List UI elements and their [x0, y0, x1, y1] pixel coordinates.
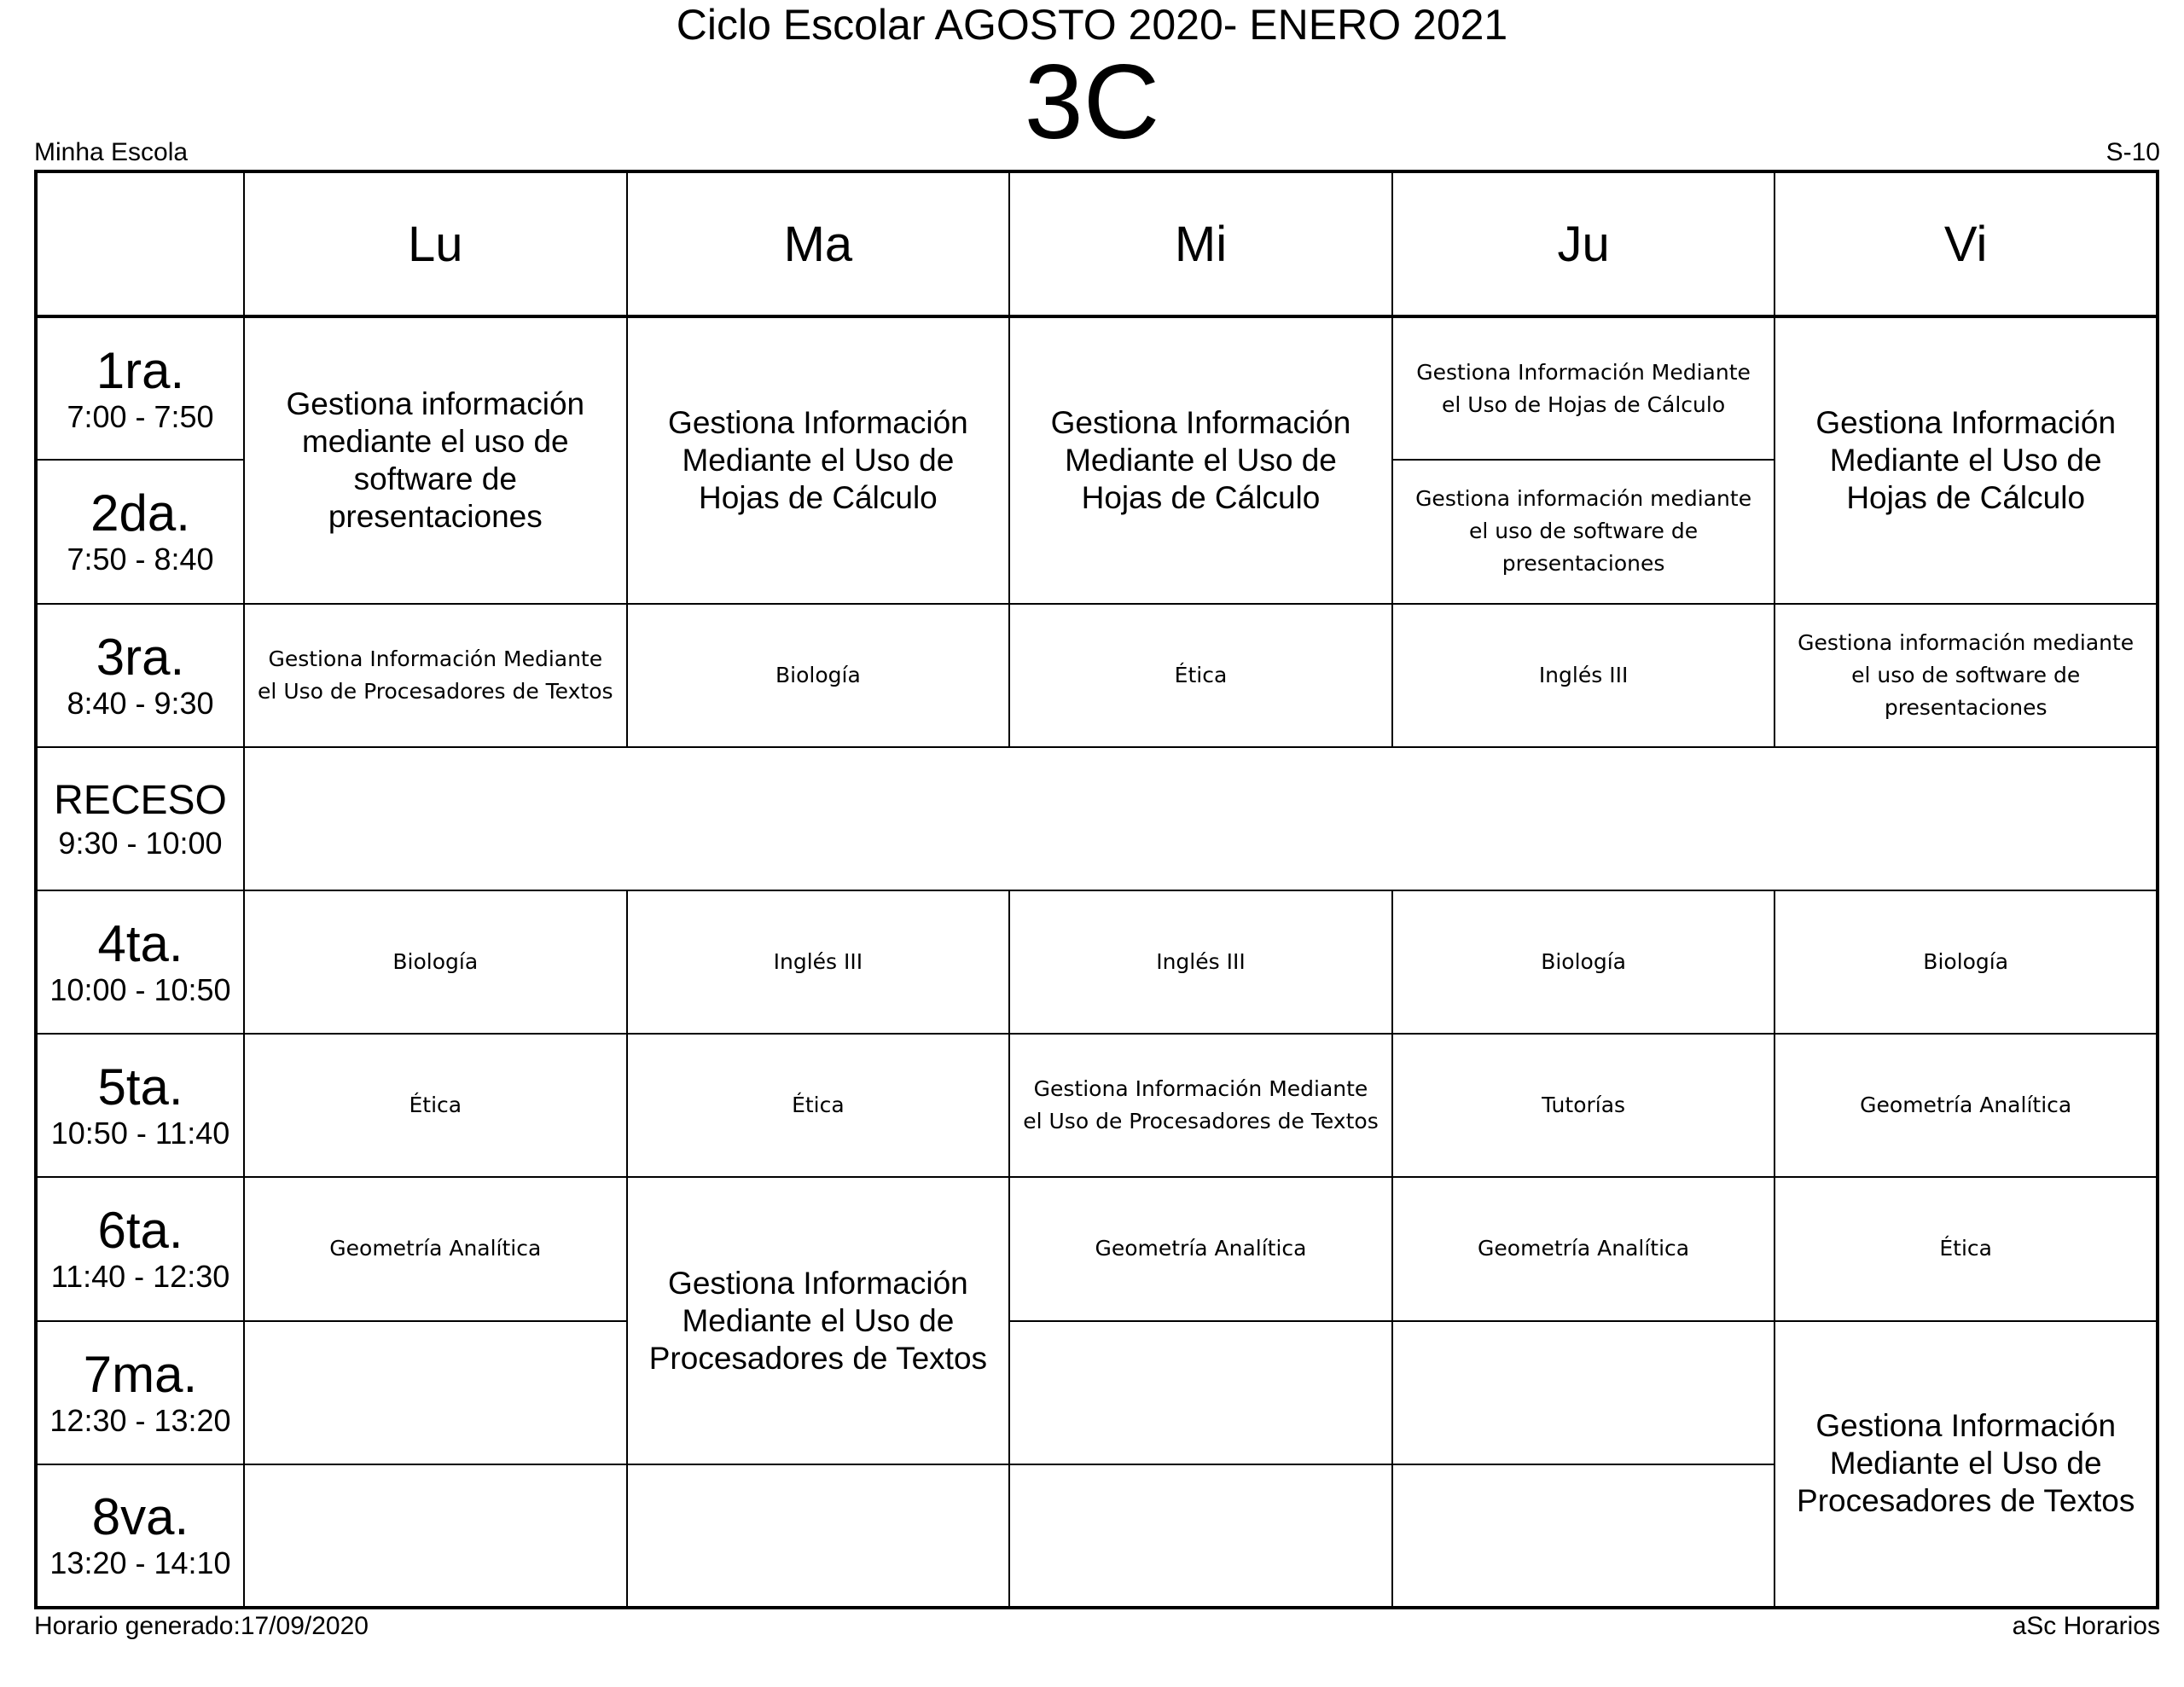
period-label-1 — [36, 316, 244, 460]
lesson-cell: Gestiona Información Mediante el Uso de Hojas de Cálculo — [627, 316, 1010, 603]
period-name: RECESO — [54, 777, 227, 823]
period-label-recess — [36, 747, 244, 890]
period-label-8 — [36, 1464, 244, 1608]
empty-cell — [627, 1464, 1010, 1608]
lesson-cell: Ética — [627, 1034, 1010, 1177]
lesson-cell: Gestiona información mediante el uso de software de presentaciones — [1392, 460, 1775, 603]
period-name: 8va. — [91, 1488, 189, 1546]
lesson-cell: Inglés III — [1392, 604, 1775, 747]
day-header-row — [36, 171, 2158, 316]
day-header-ju: Ju — [1392, 171, 1775, 316]
empty-cell — [1009, 1321, 1392, 1464]
empty-cell — [244, 1321, 627, 1464]
period-time: 7:50 - 8:40 — [67, 542, 214, 577]
period-time: 9:30 - 10:00 — [58, 825, 223, 861]
school-year-title: Ciclo Escolar AGOSTO 2020- ENERO 2021 — [676, 1, 1508, 49]
lesson-cell: Gestiona Información Mediante el Uso de Procesadores de Textos — [244, 604, 627, 747]
day-header-lu: Lu — [244, 171, 627, 316]
period-time: 8:40 - 9:30 — [67, 685, 214, 721]
day-header-mi: Mi — [1009, 171, 1392, 316]
lesson-cell: Biología — [1774, 890, 2158, 1034]
period-time: 11:40 - 12:30 — [50, 1259, 230, 1295]
period-name: 1ra. — [96, 341, 185, 399]
software-credit: aSc Horarios — [2012, 1612, 2160, 1640]
lesson-cell: Geometría Analítica — [1392, 1177, 1775, 1320]
period-label-3 — [36, 604, 244, 747]
period-time: 10:50 - 11:40 — [50, 1116, 230, 1151]
period-time: 10:00 - 10:50 — [49, 972, 231, 1008]
lesson-cell: Gestiona información mediante el uso de software de presentaciones — [1774, 604, 2158, 747]
period-name: 2da. — [90, 484, 190, 542]
generated-date: Horario generado:17/09/2020 — [34, 1612, 369, 1640]
corner-cell — [36, 171, 244, 316]
day-header-vi: Vi — [1774, 171, 2158, 316]
lesson-cell: Biología — [627, 604, 1010, 747]
lesson-cell: Gestiona información mediante el uso de software de presentaciones — [244, 316, 627, 603]
recess-cell — [244, 747, 2158, 890]
period-row-4 — [36, 890, 2158, 1034]
lesson-cell: Ética — [1009, 604, 1392, 747]
lesson-cell: Geometría Analítica — [244, 1177, 627, 1320]
period-name: 6ta. — [97, 1202, 183, 1260]
class-name: 3C — [1024, 43, 1160, 161]
period-row-7 — [36, 1321, 2158, 1464]
school-name: Minha Escola — [34, 138, 189, 166]
room-code: S-10 — [2106, 138, 2160, 166]
period-row-3 — [36, 604, 2158, 747]
lesson-cell: Gestiona Información Mediante el Uso de Procesadores de Textos — [1774, 1321, 2158, 1609]
lesson-cell: Gestiona Información Mediante el Uso de Procesadores de Textos — [627, 1177, 1010, 1464]
lesson-cell: Geometría Analítica — [1009, 1177, 1392, 1320]
lesson-cell: Biología — [244, 890, 627, 1034]
lesson-cell: Inglés III — [1009, 890, 1392, 1034]
lesson-cell: Inglés III — [627, 890, 1010, 1034]
period-name: 5ta. — [97, 1058, 183, 1116]
period-row-1 — [36, 316, 2158, 460]
lesson-cell: Ética — [244, 1034, 627, 1177]
period-time: 13:20 - 14:10 — [49, 1545, 231, 1581]
lesson-cell: Gestiona Información Mediante el Uso de Procesadores de Textos — [1009, 1034, 1392, 1177]
period-row-5 — [36, 1034, 2158, 1177]
lesson-cell: Gestiona Información Mediante el Uso de Hojas de Cálculo — [1392, 316, 1775, 460]
period-name: 7ma. — [83, 1345, 198, 1403]
lesson-cell: Geometría Analítica — [1774, 1034, 2158, 1177]
period-row-6 — [36, 1177, 2158, 1320]
empty-cell — [1009, 1464, 1392, 1608]
period-time: 7:00 - 7:50 — [67, 398, 214, 434]
lesson-cell: Ética — [1774, 1177, 2158, 1320]
lesson-cell: Gestiona Información Mediante el Uso de Hojas de Cálculo — [1774, 316, 2158, 603]
period-label-2 — [36, 460, 244, 603]
empty-cell — [1392, 1321, 1775, 1464]
period-name: 4ta. — [97, 915, 183, 973]
lesson-cell: Tutorías — [1392, 1034, 1775, 1177]
timetable — [34, 170, 2159, 1609]
period-label-5 — [36, 1034, 244, 1177]
day-header-ma: Ma — [627, 171, 1010, 316]
empty-cell — [1392, 1464, 1775, 1608]
lesson-cell: Biología — [1392, 890, 1775, 1034]
empty-cell — [244, 1464, 627, 1608]
period-label-7 — [36, 1321, 244, 1464]
period-label-4 — [36, 890, 244, 1034]
period-time: 12:30 - 13:20 — [49, 1402, 231, 1438]
period-name: 3ra. — [96, 628, 185, 686]
period-label-6 — [36, 1177, 244, 1320]
recess-row — [36, 747, 2158, 890]
lesson-cell: Gestiona Información Mediante el Uso de Hojas de Cálculo — [1009, 316, 1392, 603]
